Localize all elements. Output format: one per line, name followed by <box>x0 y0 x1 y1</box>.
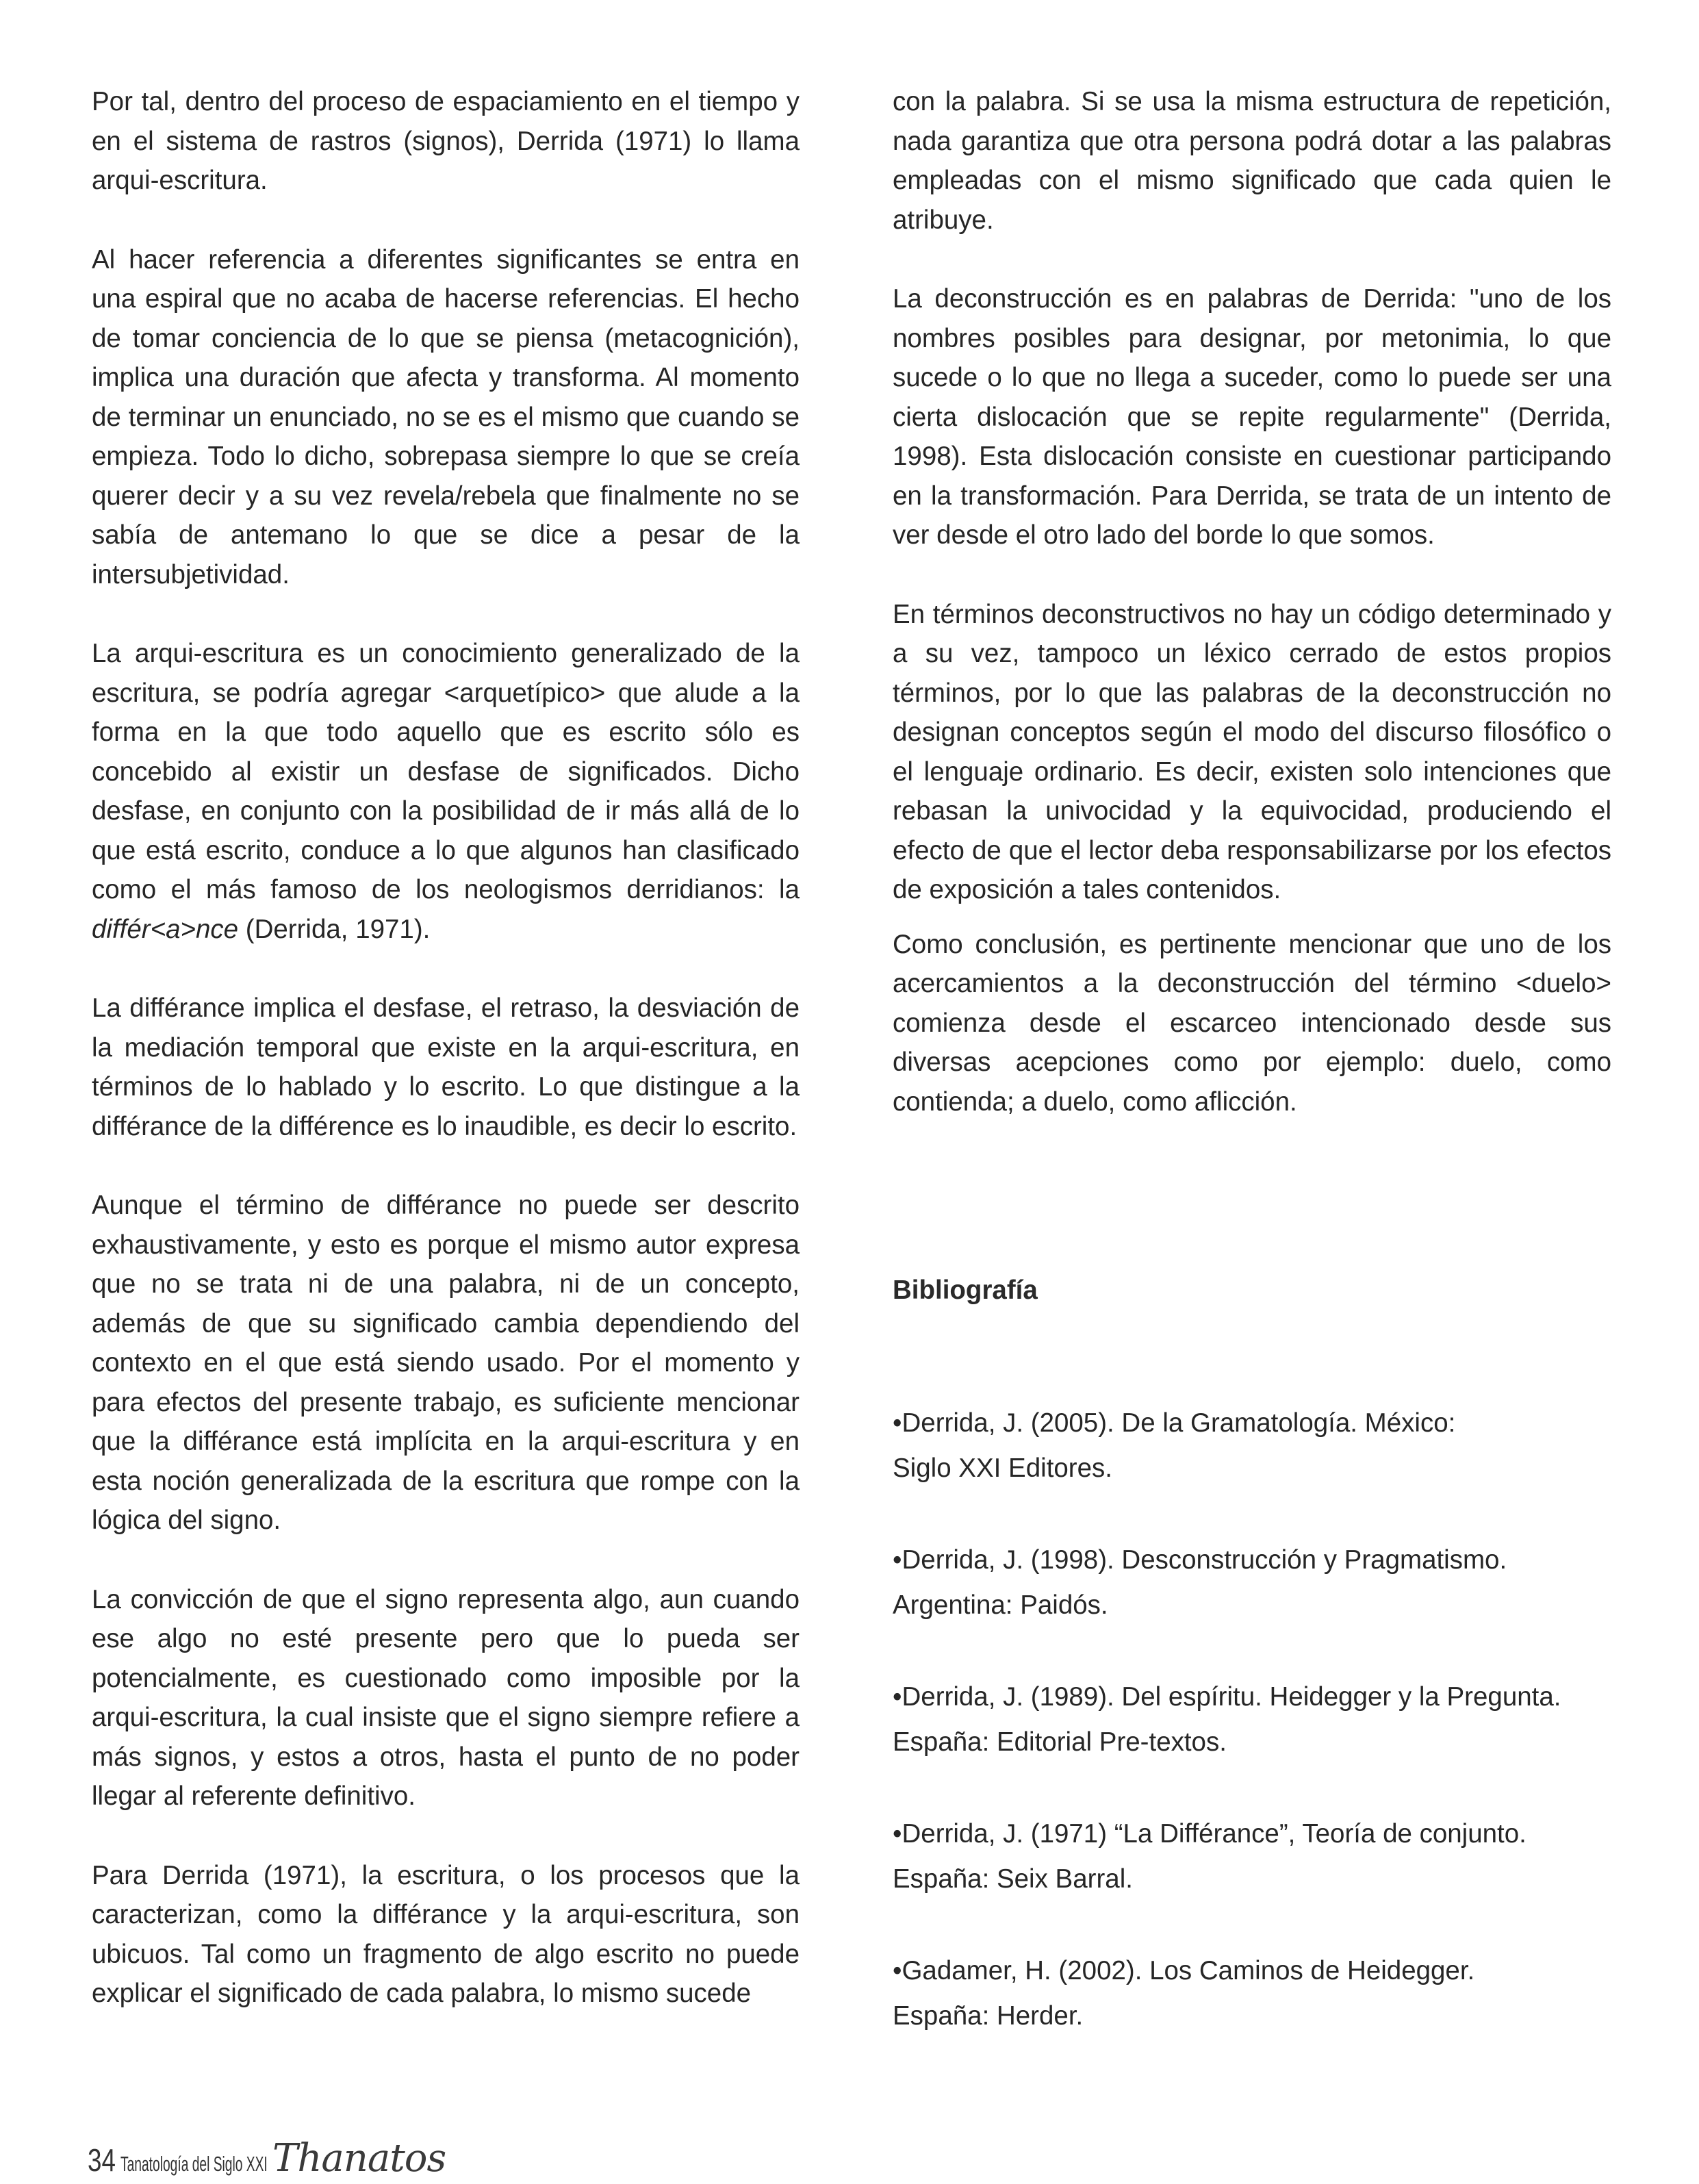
bibliography-entry <box>893 1675 1646 1765</box>
bib-line: España: Herder. <box>893 2001 1084 2031</box>
page-number: 34 <box>88 2142 116 2178</box>
italic-term: différ<a>nce <box>92 914 239 944</box>
bib-line: Argentina: Paidós. <box>893 1590 1108 1620</box>
paragraph: Para Derrida (1971), la escritura, o los procesos que la caracterizan, como la différance y la arqui-escritura, son ubicuos. Tal como un fragmento de algo escrito no puede explicar el significado de cada palabra, lo mismo sucede <box>92 1860 800 2008</box>
bibliography-entry <box>893 1948 1646 2039</box>
bibliography-entry <box>893 1812 1646 1902</box>
bib-line: España: Seix Barral. <box>893 1864 1133 1894</box>
paragraph: Como conclusión, es pertinente mencionar que uno de los acercamientos a la deconstrucción del término <duelo> comienza desde el escarceo intencionado desde sus diversas acepciones como por ejemplo: duelo, como contienda; a duelo, como aflicción. <box>893 929 1611 1117</box>
bib-line: •Derrida, J. (1989). Del espíritu. Heidegger y la Pregunta. <box>893 1682 1561 1712</box>
paragraph: La convicción de que el signo representa algo, aun cuando ese algo no esté presente pero que lo pueda ser potencialmente, es cuestionado como imposible por la arqui-escritura, la cual insiste que el signo siempre refiere a más signos, y estos a otros, hasta el punto de no poder llegar al referente definitivo. <box>92 1584 800 1811</box>
left-column <box>92 82 800 2053</box>
bib-line: •Derrida, J. (1998). Desconstrucción y Pragmatismo. <box>893 1545 1507 1575</box>
paragraph: La deconstrucción es en palabras de Derrida: "uno de los nombres posibles para designar, por metonimia, lo que sucede o lo que no llega a suceder, como lo puede ser una cierta dislocación que se repite regularmente" (Derrida, 1998). Esta dislocación consiste en cuestionar participando en la transformación. Para Derrida, se trata de un intento de ver desde el otro lado del borde lo que somos. <box>893 284 1611 550</box>
paragraph <box>92 634 800 949</box>
bibliography-entry <box>893 1401 1646 1491</box>
paragraph: Al hacer referencia a diferentes significantes se entra en una espiral que no acaba de hacerse referencias. El hecho de tomar conciencia de lo que se piensa (metacognición), implica una duración que afecta y transforma. Al momento de terminar un enunciado, no se es el mismo que cuando se empieza. Todo lo dicho, sobrepasa siempre lo que se creía querer decir y a su vez revela/rebela que finalmente no se sabía de antemano lo que se dice a pesar de la intersubjetividad. <box>92 244 800 589</box>
bib-line: •Derrida, J. (1971) “La Différance”, Teoría de conjunto. <box>893 1819 1526 1849</box>
paragraph-tail: (Derrida, 1971). <box>238 914 431 944</box>
paragraph: Por tal, dentro del proceso de espaciamiento en el tiempo y en el sistema de rastros (signos), Derrida (1971) lo llama arqui-escritura. <box>92 87 800 195</box>
bib-line: •Gadamer, H. (2002). Los Caminos de Heidegger. <box>893 1956 1475 1985</box>
publication-name: Tanatología del Siglo XXI <box>120 2152 268 2176</box>
bib-line: España: Editorial Pre-textos. <box>893 1727 1227 1757</box>
bibliography-entry <box>893 1538 1646 1628</box>
paragraph: Aunque el término de différance no puede ser descrito exhaustivamente, y esto es porque el mismo autor expresa que no se trata ni de una palabra, ni de un concepto, además de que su significado cambia dependiendo del contexto en el que está siendo usado. Por el momento y para efectos del presente trabajo, es suficiente mencionar que la différance está implícita en la arqui-escritura y en esta noción generalizada de la escritura que rompe con la lógica del signo. <box>92 1191 800 1535</box>
bibliography-heading: Bibliografía <box>893 1275 1038 1305</box>
paragraph: La différance implica el desfase, el retraso, la desviación de la mediación temporal que existe en la arqui-escritura, en términos de lo hablado y lo escrito. Lo que distingue a la différance de la différence es lo inaudible, es decir lo escrito. <box>92 993 800 1141</box>
paragraph: En términos deconstructivos no hay un código determinado y a su vez, tampoco un léxico cerrado de estos propios términos, por lo que las palabras de la deconstrucción no designan conceptos según el modo del discurso filosófico o el lenguaje ordinario. Es decir, existen solo intenciones que rebasan la univocidad y la equivocidad, produciendo el efecto de que el lector deba responsabilizarse por los efectos de exposición a tales contenidos. <box>893 599 1611 904</box>
right-column <box>893 82 1611 1161</box>
magazine-logo: Thanatos <box>272 2136 446 2181</box>
page-footer <box>88 2136 446 2181</box>
bib-line: Siglo XXI Editores. <box>893 1453 1112 1483</box>
bib-line: •Derrida, J. (2005). De la Gramatología. México: <box>893 1408 1456 1438</box>
paragraph: con la palabra. Si se usa la misma estructura de repetición, nada garantiza que otra persona podrá dotar a las palabras empleadas con el mismo significado que cada quien le atribuye. <box>893 87 1611 235</box>
paragraph-text: La arqui-escritura es un conocimiento generalizado de la escritura, se podría agregar <arquetípico> que alude a la forma en la que todo aquello que es escrito sólo es concebido al existir un desfase de significados. Dicho desfase, en conjunto con la posibilidad de ir más allá de lo que está escrito, conduce a lo que algunos han clasificado como el más famoso de los neologismos derridianos: la <box>92 639 800 904</box>
